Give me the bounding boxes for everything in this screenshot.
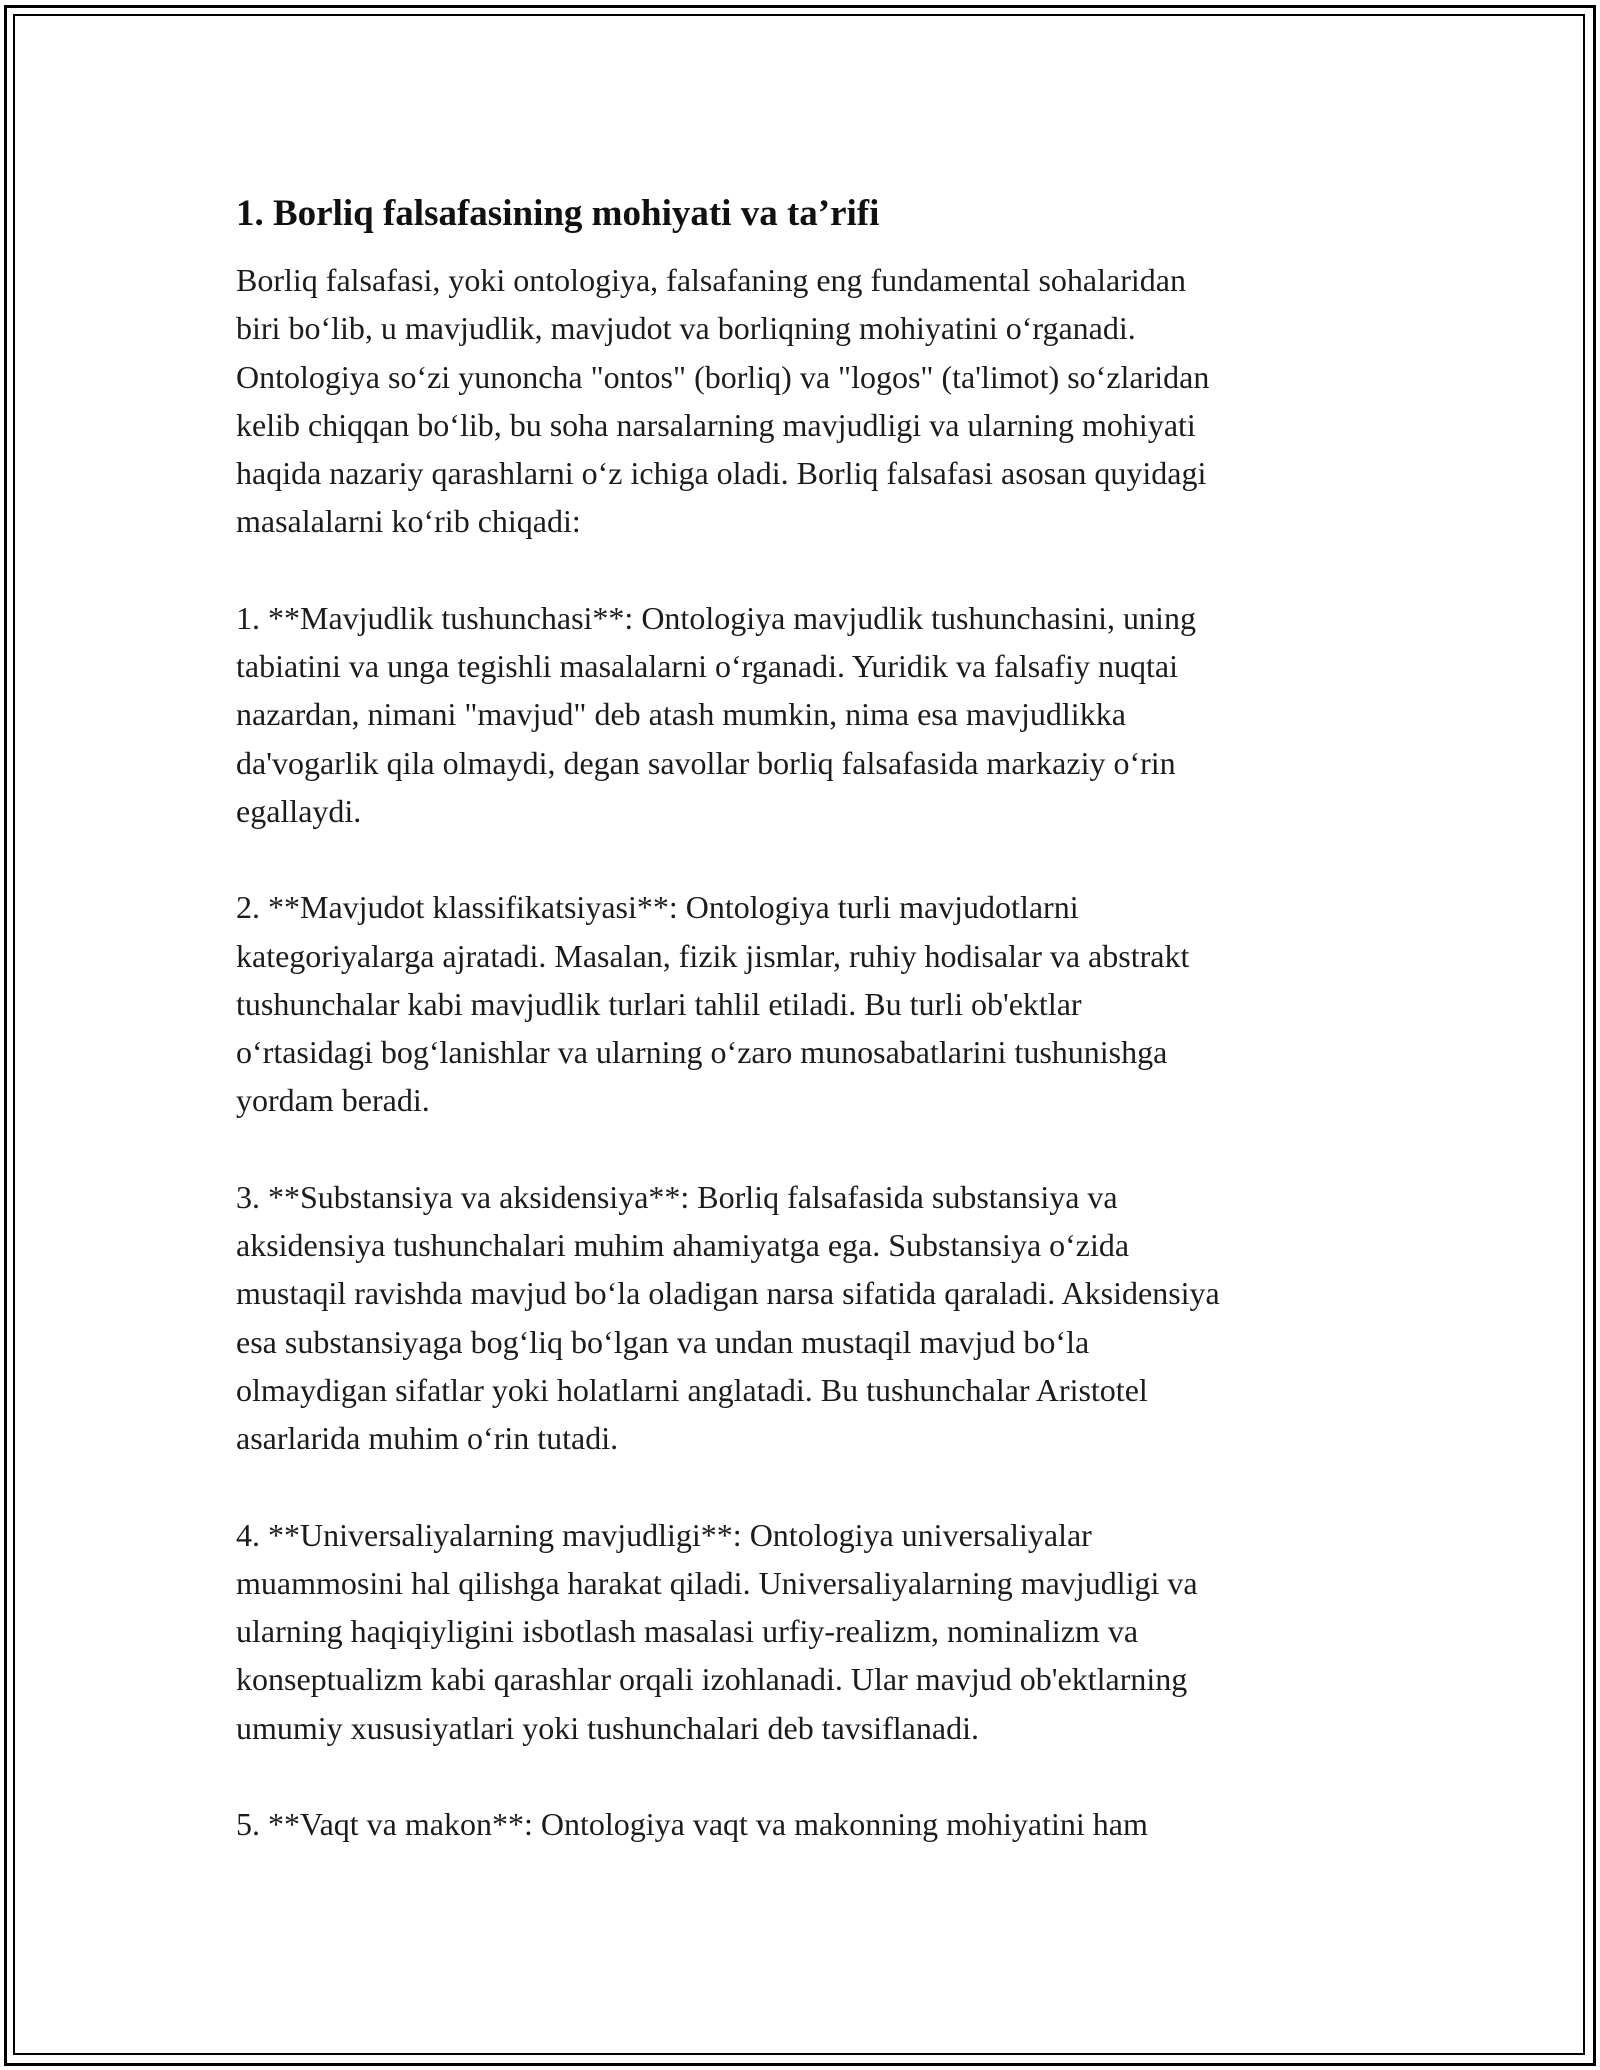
text-line: mustaqil ravishda mavjud bo‘la oladigan narsa sifatida qaraladi. Aksidensiya [236, 1275, 1220, 1312]
text-line: 3. **Substansiya va aksidensiya**: Borliq falsafasida substansiya va [236, 1178, 1118, 1215]
text-line: Ontologiya so‘zi yunoncha "ontos" (borliq) va "logos" (ta'limot) so‘zlaridan [236, 358, 1210, 395]
text-line: yordam beradi. [236, 1082, 430, 1119]
text-line: tushunchalar kabi mavjudlik turlari tahlil etiladi. Bu turli ob'ektlar [236, 985, 1082, 1022]
text-line: 1. **Mavjudlik tushunchasi**: Ontologiya mavjudlik tushunchasini, uning [236, 599, 1196, 636]
text-line: esa substansiyaga bog‘liq bo‘lgan va undan mustaqil mavjud bo‘la [236, 1323, 1090, 1360]
text-line: umumiy xususiyatlari yoki tushunchalari deb tavsiflanadi. [236, 1709, 979, 1746]
text-line: konseptualizm kabi qarashlar orqali izohlanadi. Ular mavjud ob'ektlarning [236, 1661, 1188, 1698]
text-line: 5. **Vaqt va makon**: Ontologiya vaqt va makonning mohiyatini ham [236, 1806, 1148, 1843]
text-line: biri bo‘lib, u mavjudlik, mavjudot va borliqning mohiyatini o‘rganadi. [236, 310, 1136, 347]
text-line: Borliq falsafasi, yoki ontologiya, falsafaning eng fundamental sohalaridan [236, 262, 1186, 298]
text-line: olmaydigan sifatlar yoki holatlarni anglatadi. Bu tushunchalar Aristotel [236, 1371, 1148, 1408]
text-line: 4. **Universaliyalarning mavjudligi**: Ontologiya universaliyalar [236, 1516, 1092, 1553]
text-line: da'vogarlik qila olmaydi, degan savollar borliq falsafasida markaziy o‘rin [236, 744, 1176, 781]
text-line: tabiatini va unga tegishli masalalarni o‘rganadi. Yuridik va falsafiy nuqtai [236, 648, 1178, 685]
text-line: ularning haqiqiyligini isbotlash masalasi urfiy-realizm, nominalizm va [236, 1613, 1139, 1650]
list-item-vaqt-makon [236, 1800, 1374, 1848]
list-item-klassifikatsiya [236, 883, 1374, 1124]
list-item-mavjudlik [236, 594, 1374, 835]
section-heading: 1. Borliq falsafasining mohiyati va ta’rifi [236, 193, 880, 234]
list-item-universaliyalar [236, 1511, 1374, 1752]
text-line: kelib chiqqan bo‘lib, bu soha narsalarning mavjudligi va ularning mohiyati [236, 406, 1196, 443]
text-line: haqida nazariy qarashlarni o‘z ichiga oladi. Borliq falsafasi asosan quyidagi [236, 455, 1207, 492]
intro-paragraph [236, 256, 1374, 546]
text-line: o‘rtasidagi bog‘lanishlar va ularning o‘zaro munosabatlarini tushunishga [236, 1034, 1168, 1071]
text-line: nazardan, nimani "mavjud" deb atash mumkin, nima esa mavjudlikka [236, 696, 1126, 733]
text-line: asarlarida muhim o‘rin tutadi. [236, 1420, 619, 1457]
text-line: 2. **Mavjudot klassifikatsiyasi**: Ontologiya turli mavjudotlarni [236, 889, 1079, 926]
list-item-substansiya [236, 1173, 1374, 1463]
text-line: muammosini hal qilishga harakat qiladi. Universaliyalarning mavjudligi va [236, 1564, 1198, 1601]
text-line: masalalarni ko‘rib chiqadi: [236, 503, 581, 540]
text-line: kategoriyalarga ajratadi. Masalan, fizik jismlar, ruhiy hodisalar va abstrakt [236, 937, 1190, 974]
text-line: aksidensiya tushunchalari muhim ahamiyatga ega. Substansiya o‘zida [236, 1227, 1130, 1264]
document-body [236, 186, 1374, 1848]
text-line: egallaydi. [236, 792, 362, 829]
